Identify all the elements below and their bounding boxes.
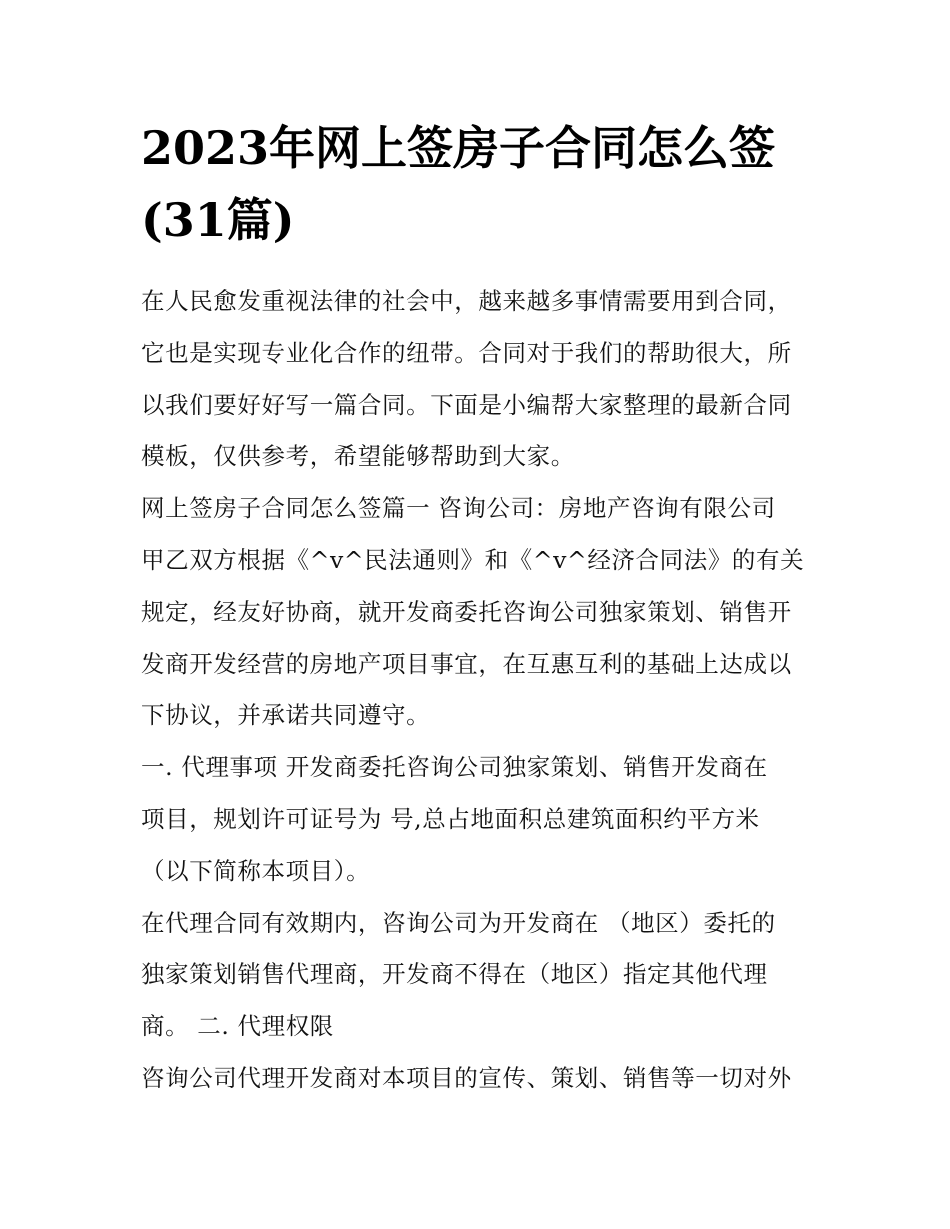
text-line: 发商开发经营的房地产项目事宜，在互惠互利的基础上达成以 [141,649,792,678]
text-line: 独家策划销售代理商，开发商不得在（地区）指定其他代理 [141,960,768,989]
paragraph-intro [141,276,831,483]
text-line: 网上签房子合同怎么签篇一 咨询公司：房地产咨询有限公司 [141,494,776,523]
title-line-1: 2023年网上签房子合同怎么签 [141,121,776,175]
title-line-2: (31篇) [141,193,295,247]
text-line: 以我们要好好写一篇合同。下面是小编帮大家整理的最新合同 [141,390,792,419]
text-line: 商。 二. 代理权限 [141,1012,334,1041]
text-line: 一. 代理事项 开发商委托咨询公司独家策划、销售开发商在 [141,753,768,782]
document-body [141,276,831,1105]
paragraph-part-one [141,483,831,742]
paragraph-exclusive-agent [141,898,831,1053]
text-line: 下协议，并承诺共同遵守。 [141,701,431,730]
text-line: 规定，经友好协商，就开发商委托咨询公司独家策划、销售开 [141,597,792,626]
paragraph-agency-matters [141,742,831,897]
paragraph-agency-scope [141,1053,831,1105]
text-line: 模板，仅供参考，希望能够帮助到大家。 [141,442,575,471]
text-line: 它也是实现专业化合作的纽带。合同对于我们的帮助很大，所 [141,338,792,367]
text-line: 在人民愈发重视法律的社会中，越来越多事情需要用到合同， [141,287,792,315]
text-line: 项目，规划许可证号为 号,总占地面积总建筑面积约平方米 [141,804,760,833]
text-line: 咨询公司代理开发商对本项目的宣传、策划、销售等一切对外 [141,1063,792,1092]
text-line: 甲乙双方根据《^v^民法通则》和《^v^经济合同法》的有关 [141,545,805,574]
text-line: （以下简称本项目）。 [141,856,371,885]
document-title [141,112,831,256]
text-line: 在代理合同有效期内，咨询公司为开发商在 （地区）委托的 [141,908,776,937]
